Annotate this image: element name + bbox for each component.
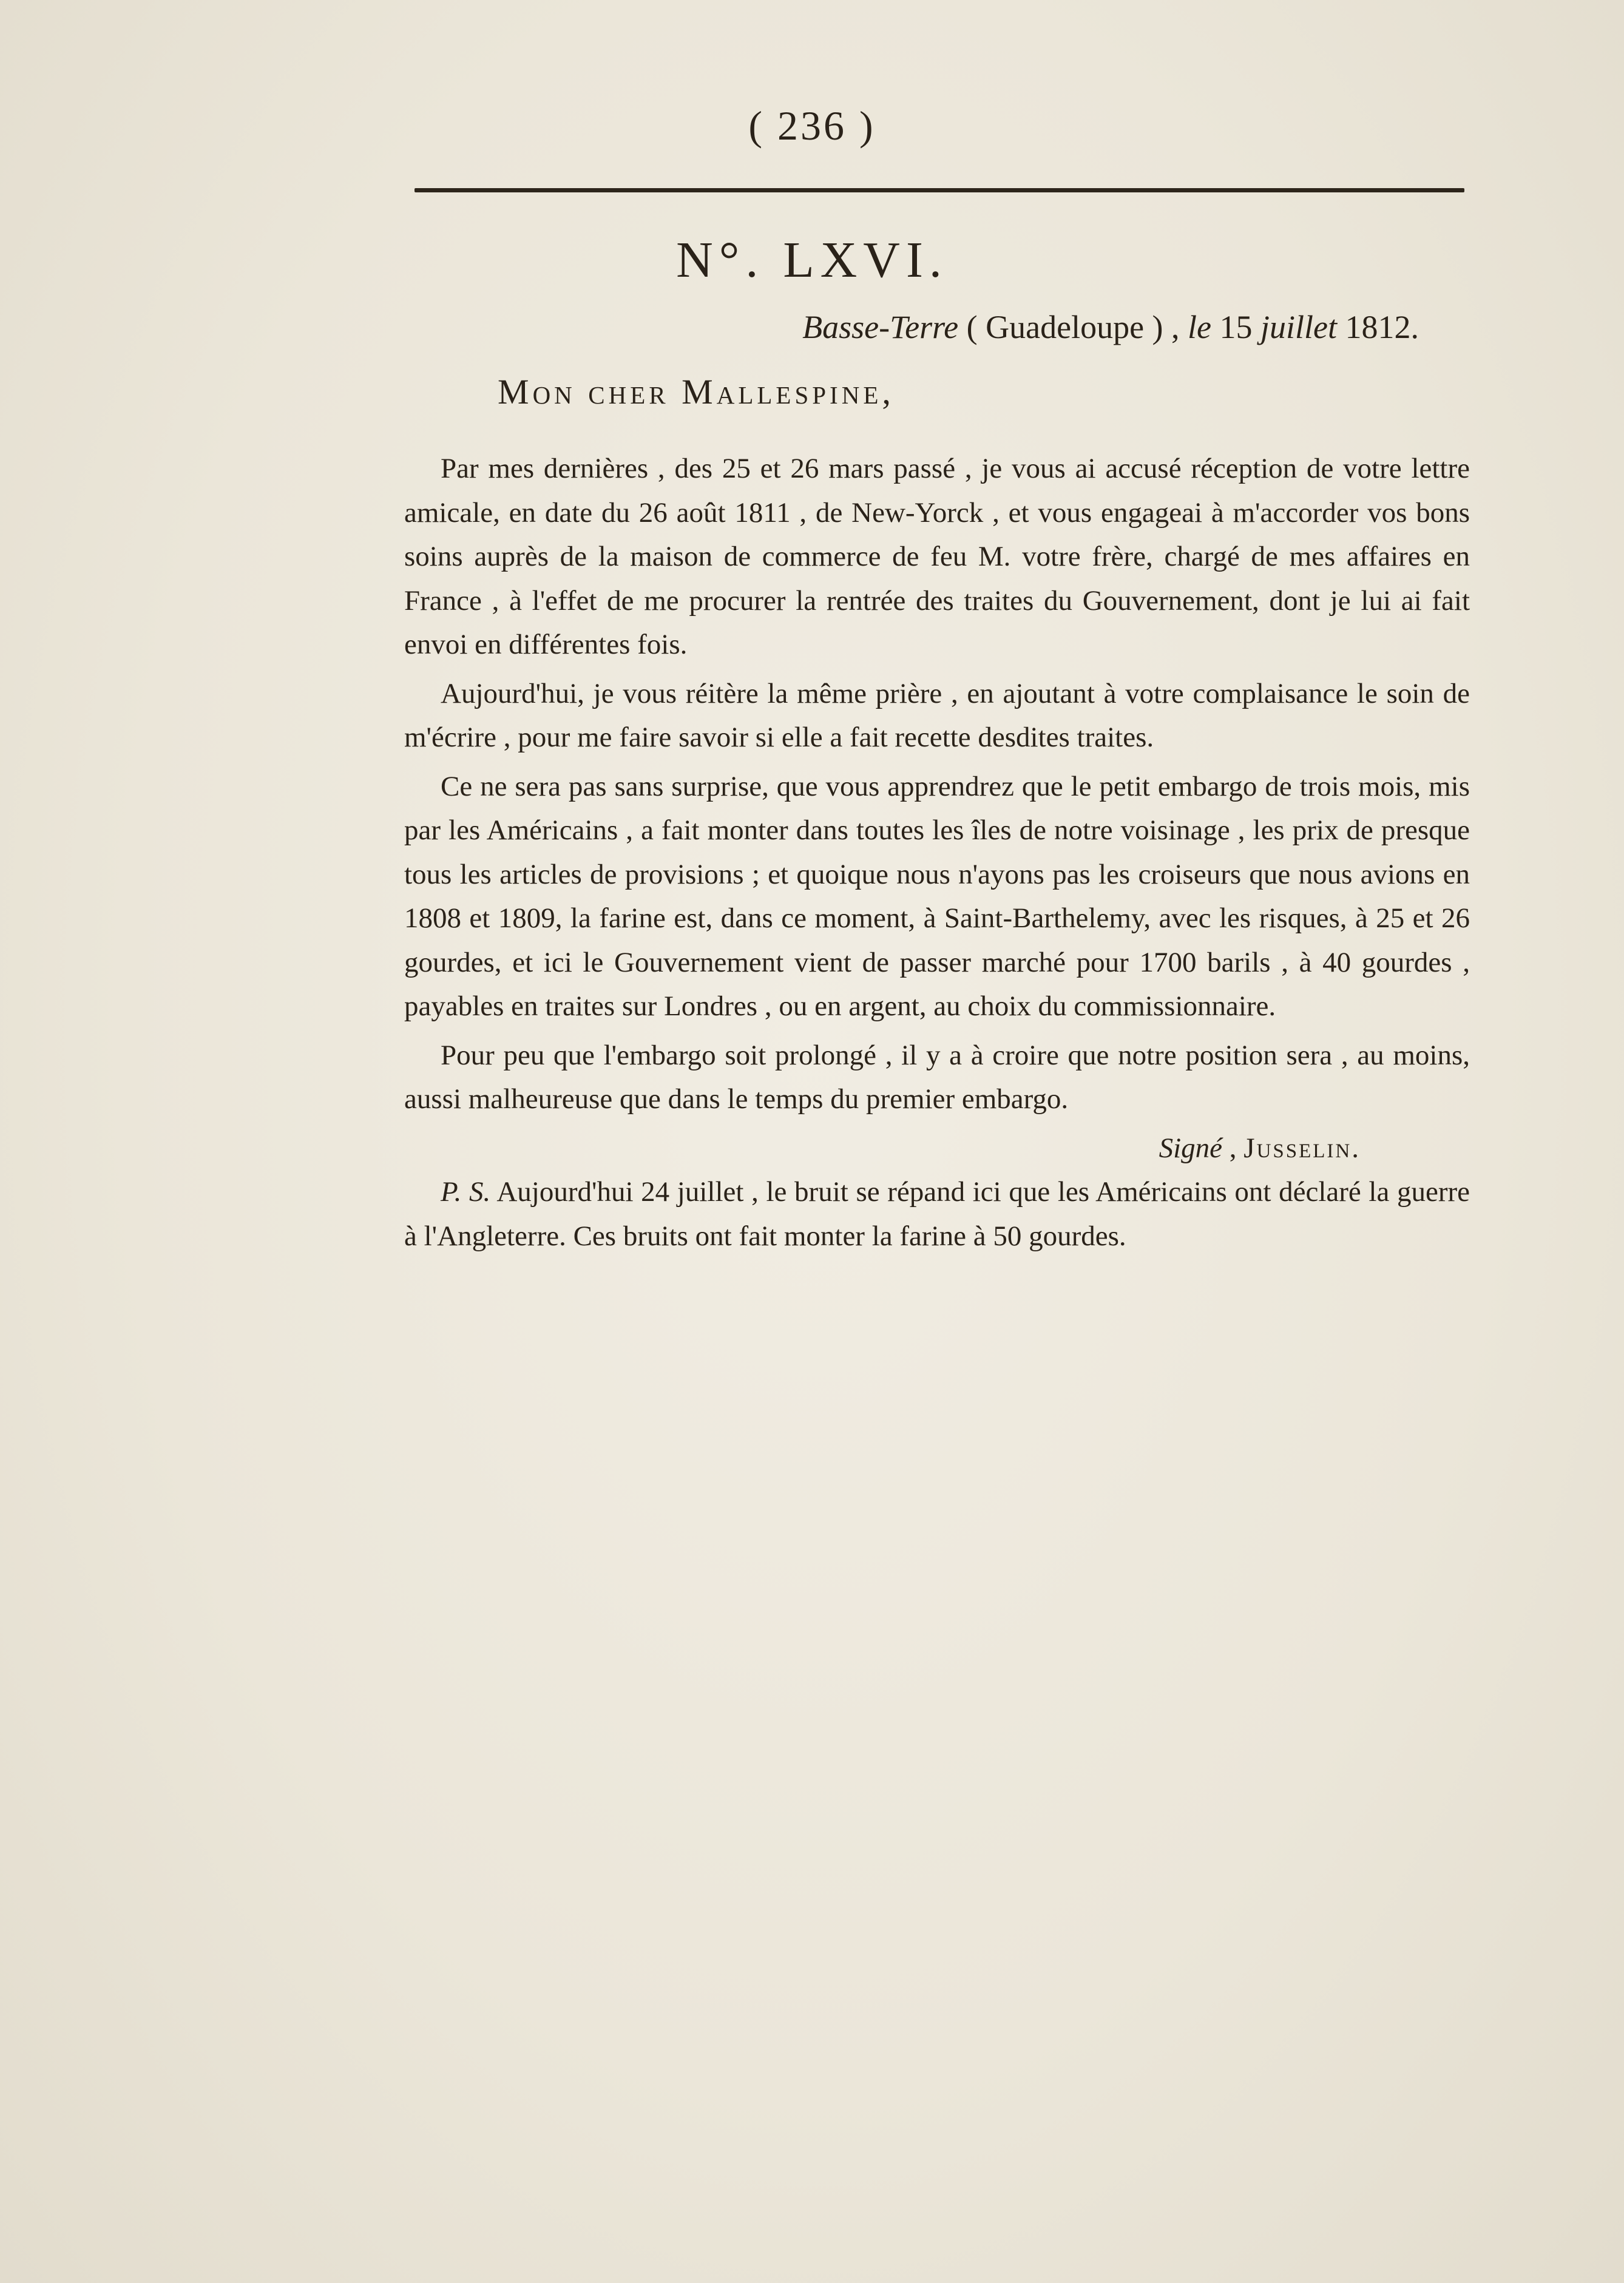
dateline-le: le	[1188, 309, 1212, 345]
page-number: ( 236 )	[748, 103, 876, 149]
dateline-year: 1812.	[1345, 309, 1419, 345]
dateline-month: juillet	[1260, 309, 1337, 345]
signature-label: Signé	[1159, 1132, 1223, 1164]
signature-separator: ,	[1229, 1132, 1237, 1164]
paragraph-3: Ce ne sera pas sans surprise, que vous apprendrez que le petit embargo de trois mois, mis par les Américains , a fait monter dans toutes les îles de notre voisinage , les prix de presque tous les articles de provisions ; et quoique nous n'ayons pas les croiseurs que nous avions en 1808 et 1809, la farine est, dans ce moment, à Saint-Barthelemy, avec les risques, à 25 et 26 gourdes, et ici le Gouvernement vient de passer marché pour 1700 barils , à 40 gourdes , payables en traites sur Londres , ou en argent, au choix du commissionnaire.	[404, 770, 1470, 1022]
dateline-day: 15	[1219, 309, 1253, 345]
salutation: Mon cher Mallespine,	[498, 372, 895, 411]
dateline-region: ( Guadeloupe ) ,	[966, 309, 1180, 345]
postscript-text: Aujourd'hui 24 juillet , le bruit se répand ici que les Américains ont déclaré la guerre à l'Angleterre. Ces bruits ont fait monter la farine à 50 gourdes.	[404, 1176, 1470, 1252]
document-number: N°. LXVI.	[676, 232, 948, 288]
letter-body	[404, 447, 1470, 1263]
postscript	[404, 1170, 1470, 1258]
paragraph-1: Par mes dernières , des 25 et 26 mars passé , je vous ai accusé réception de votre lettre amicale, en date du 26 août 1811 , de New-Yorck , et vous engageai à m'accorder vos bons soins auprès de la maison de commerce de feu M. votre frère, chargé de mes affaires en France , à l'effet de me procurer la rentrée des traites du Gouvernement, dont je lui ai fait envoi en différentes fois.	[404, 453, 1470, 660]
postscript-label: P. S.	[441, 1176, 491, 1208]
signature-name: Jusselin.	[1243, 1132, 1361, 1164]
dateline-place: Basse-Terre	[802, 309, 959, 345]
paragraph-2: Aujourd'hui, je vous réitère la même prière , en ajoutant à votre complaisance le soin de m'écrire , pour me faire savoir si elle a fait recette desdites traites.	[404, 677, 1470, 753]
dateline	[802, 308, 1419, 346]
signature	[404, 1126, 1470, 1171]
paragraph-4: Pour peu que l'embargo soit prolongé , il y a à croire que notre position sera , au moins, aussi malheureuse que dans le temps du premier embargo.	[404, 1039, 1470, 1115]
header-rule	[414, 188, 1464, 192]
